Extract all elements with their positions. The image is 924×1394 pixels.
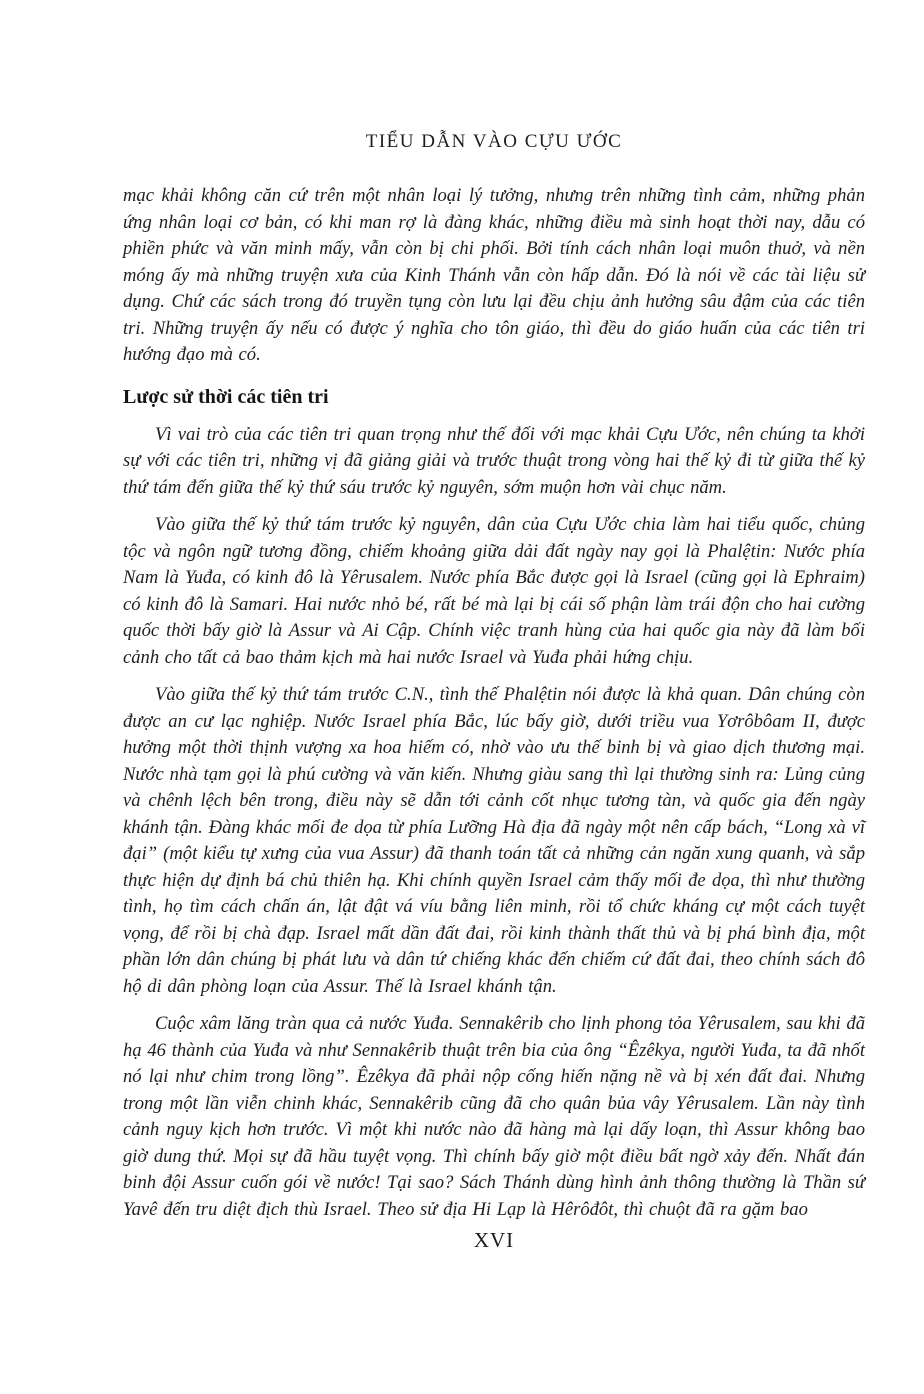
- paragraph-continued: mạc khải không căn cứ trên một nhân loại lý tưởng, nhưng trên những tình cảm, những phản ứng nhân loại cơ bản, có khi man rợ là đàng khác, những điều mà sinh hoạt thời nay, dẫu có phiền phức và văn minh mấy, vẫn còn bị chi phối. Bởi tính cách nhân loại muôn thuở, và nền móng ấy mà những truyện xưa của Kinh Thánh vẫn còn hấp dẫn. Đó là nói về các tài liệu sử dụng. Chứ các sách trong đó truyền tụng còn lưu lại đều chịu ảnh hưởng sâu đậm của các tiên tri. Những truyện ấy nếu có được ý nghĩa cho tôn giáo, thì đều do giáo huấn của các tiên tri hướng đạo mà có.: [123, 185, 865, 365]
- paragraph: Vào giữa thế kỷ thứ tám trước C.N., tình thế Phalệtin nói được là khả quan. Dân chúng còn được an cư lạc nghiệp. Nước Israel phía Bắc, lúc bấy giờ, dưới triều vua Yơrôbôam II, được hưởng một thời thịnh vượng xa hoa hiếm có, nhờ vào ưu thế binh bị và giao dịch thương mại. Nước nhà tạm gọi là phú cường và văn kiến. Nhưng giàu sang thì lại thường sinh ra: Lủng củng và chênh lệch bên trong, điều này sẽ dẫn tới cảnh cốt nhục tương tàn, và quốc gia đến ngày khánh tận. Đàng khác mối đe dọa từ phía Lưỡng Hà địa đã ngày một nên cấp bách, “Long xà vĩ đại” (một kiểu tự xưng của vua Assur) đã thanh toán tất cả những cản ngăn xung quanh, và sắp thực hiện dự định bá chủ thiên hạ. Khi chính quyền Israel cảm thấy mối đe dọa, thì như thường tình, họ tìm cách chấn án, lật đật vá víu bằng liên minh, rồi tổ chức kháng cự một cách tuyệt vọng, để rồi bị chà đạp. Israel mất dần đất đai, rồi kinh thành thất thủ và bị phá bình địa, một phần lớn dân chúng bị phát lưu và dân tứ chiếng khác đến chiếm cứ đất đai, theo chính sách đô hộ di dân phòng loạn của Assur. Thế là Israel khánh tận.: [123, 684, 865, 997]
- page-footer: [123, 1228, 865, 1253]
- running-header: [123, 131, 865, 153]
- paragraph: Vào giữa thế kỷ thứ tám trước kỷ nguyên, dân của Cựu Ước chia làm hai tiểu quốc, chủng tộc và ngôn ngữ tương đồng, chiếm khoảng giữa dải đất ngày nay gọi là Phalệtin: Nước phía Nam là Yuđa, có kinh đô là Yêrusalem. Nước phía Bắc được gọi là Israel (cũng gọi là Ephraim) có kinh đô là Samari. Hai nước nhỏ bé, rất bé mà lại bị cái số phận làm trái độn cho hai cường quốc thời bấy giờ là Assur và Ai Cập. Chính việc tranh hùng của hai quốc gia này đã làm bối cảnh cho tất cả bao thảm kịch mà hai nước Israel và Yuđa phải hứng chịu.: [123, 514, 865, 668]
- page-number: XVI: [473, 1228, 515, 1252]
- paragraph: Vì vai trò của các tiên tri quan trọng như thế đối với mạc khải Cựu Ước, nên chúng ta khởi sự với các tiên tri, những vị đã giảng giải và trước thuật trong vòng hai thế kỷ đi từ giữa thế kỷ thứ tám đến giữa thế kỷ thứ sáu trước kỷ nguyên, sớm muộn hơn vài chục năm.: [123, 423, 865, 498]
- section-heading: Lược sử thời các tiên tri: [123, 385, 329, 408]
- text-block: [123, 183, 865, 1234]
- paragraph: Cuộc xâm lăng tràn qua cả nước Yuđa. Sennakêrib cho lịnh phong tỏa Yêrusalem, sau khi đã hạ 46 thành của Yuđa và như Sennakêrib thuật trên bia của ông “Êzêkya, người Yuđa, ta đã nhốt nó lại như chim trong lồng”. Êzêkya đã phải nộp cống hiến nặng nề và bị xén đất đai. Nhưng trong một lần viễn chinh khác, Sennakêrib cũng đã cho quân bủa vây Yêrusalem. Lần này tình cảnh nguy kịch hơn trước. Vì một khi nước nào đã hàng mà lại dấy loạn, thì Assur không bao giờ dung thứ. Mọi sự đã hầu tuyệt vọng. Thì chính bấy giờ một điều bất ngờ xảy đến. Nhất đán binh đội Assur cuốn gói về nước! Tại sao? Sách Thánh dùng hình ảnh thông thường là Thần sứ Yavê đến tru diệt địch thù Israel. Theo sử địa Hi Lạp là Hêrôđôt, thì chuột đã ra gặm bao: [123, 1013, 865, 1220]
- running-header-title: TIỂU DẪN VÀO CỰU ƯỚC: [365, 131, 623, 152]
